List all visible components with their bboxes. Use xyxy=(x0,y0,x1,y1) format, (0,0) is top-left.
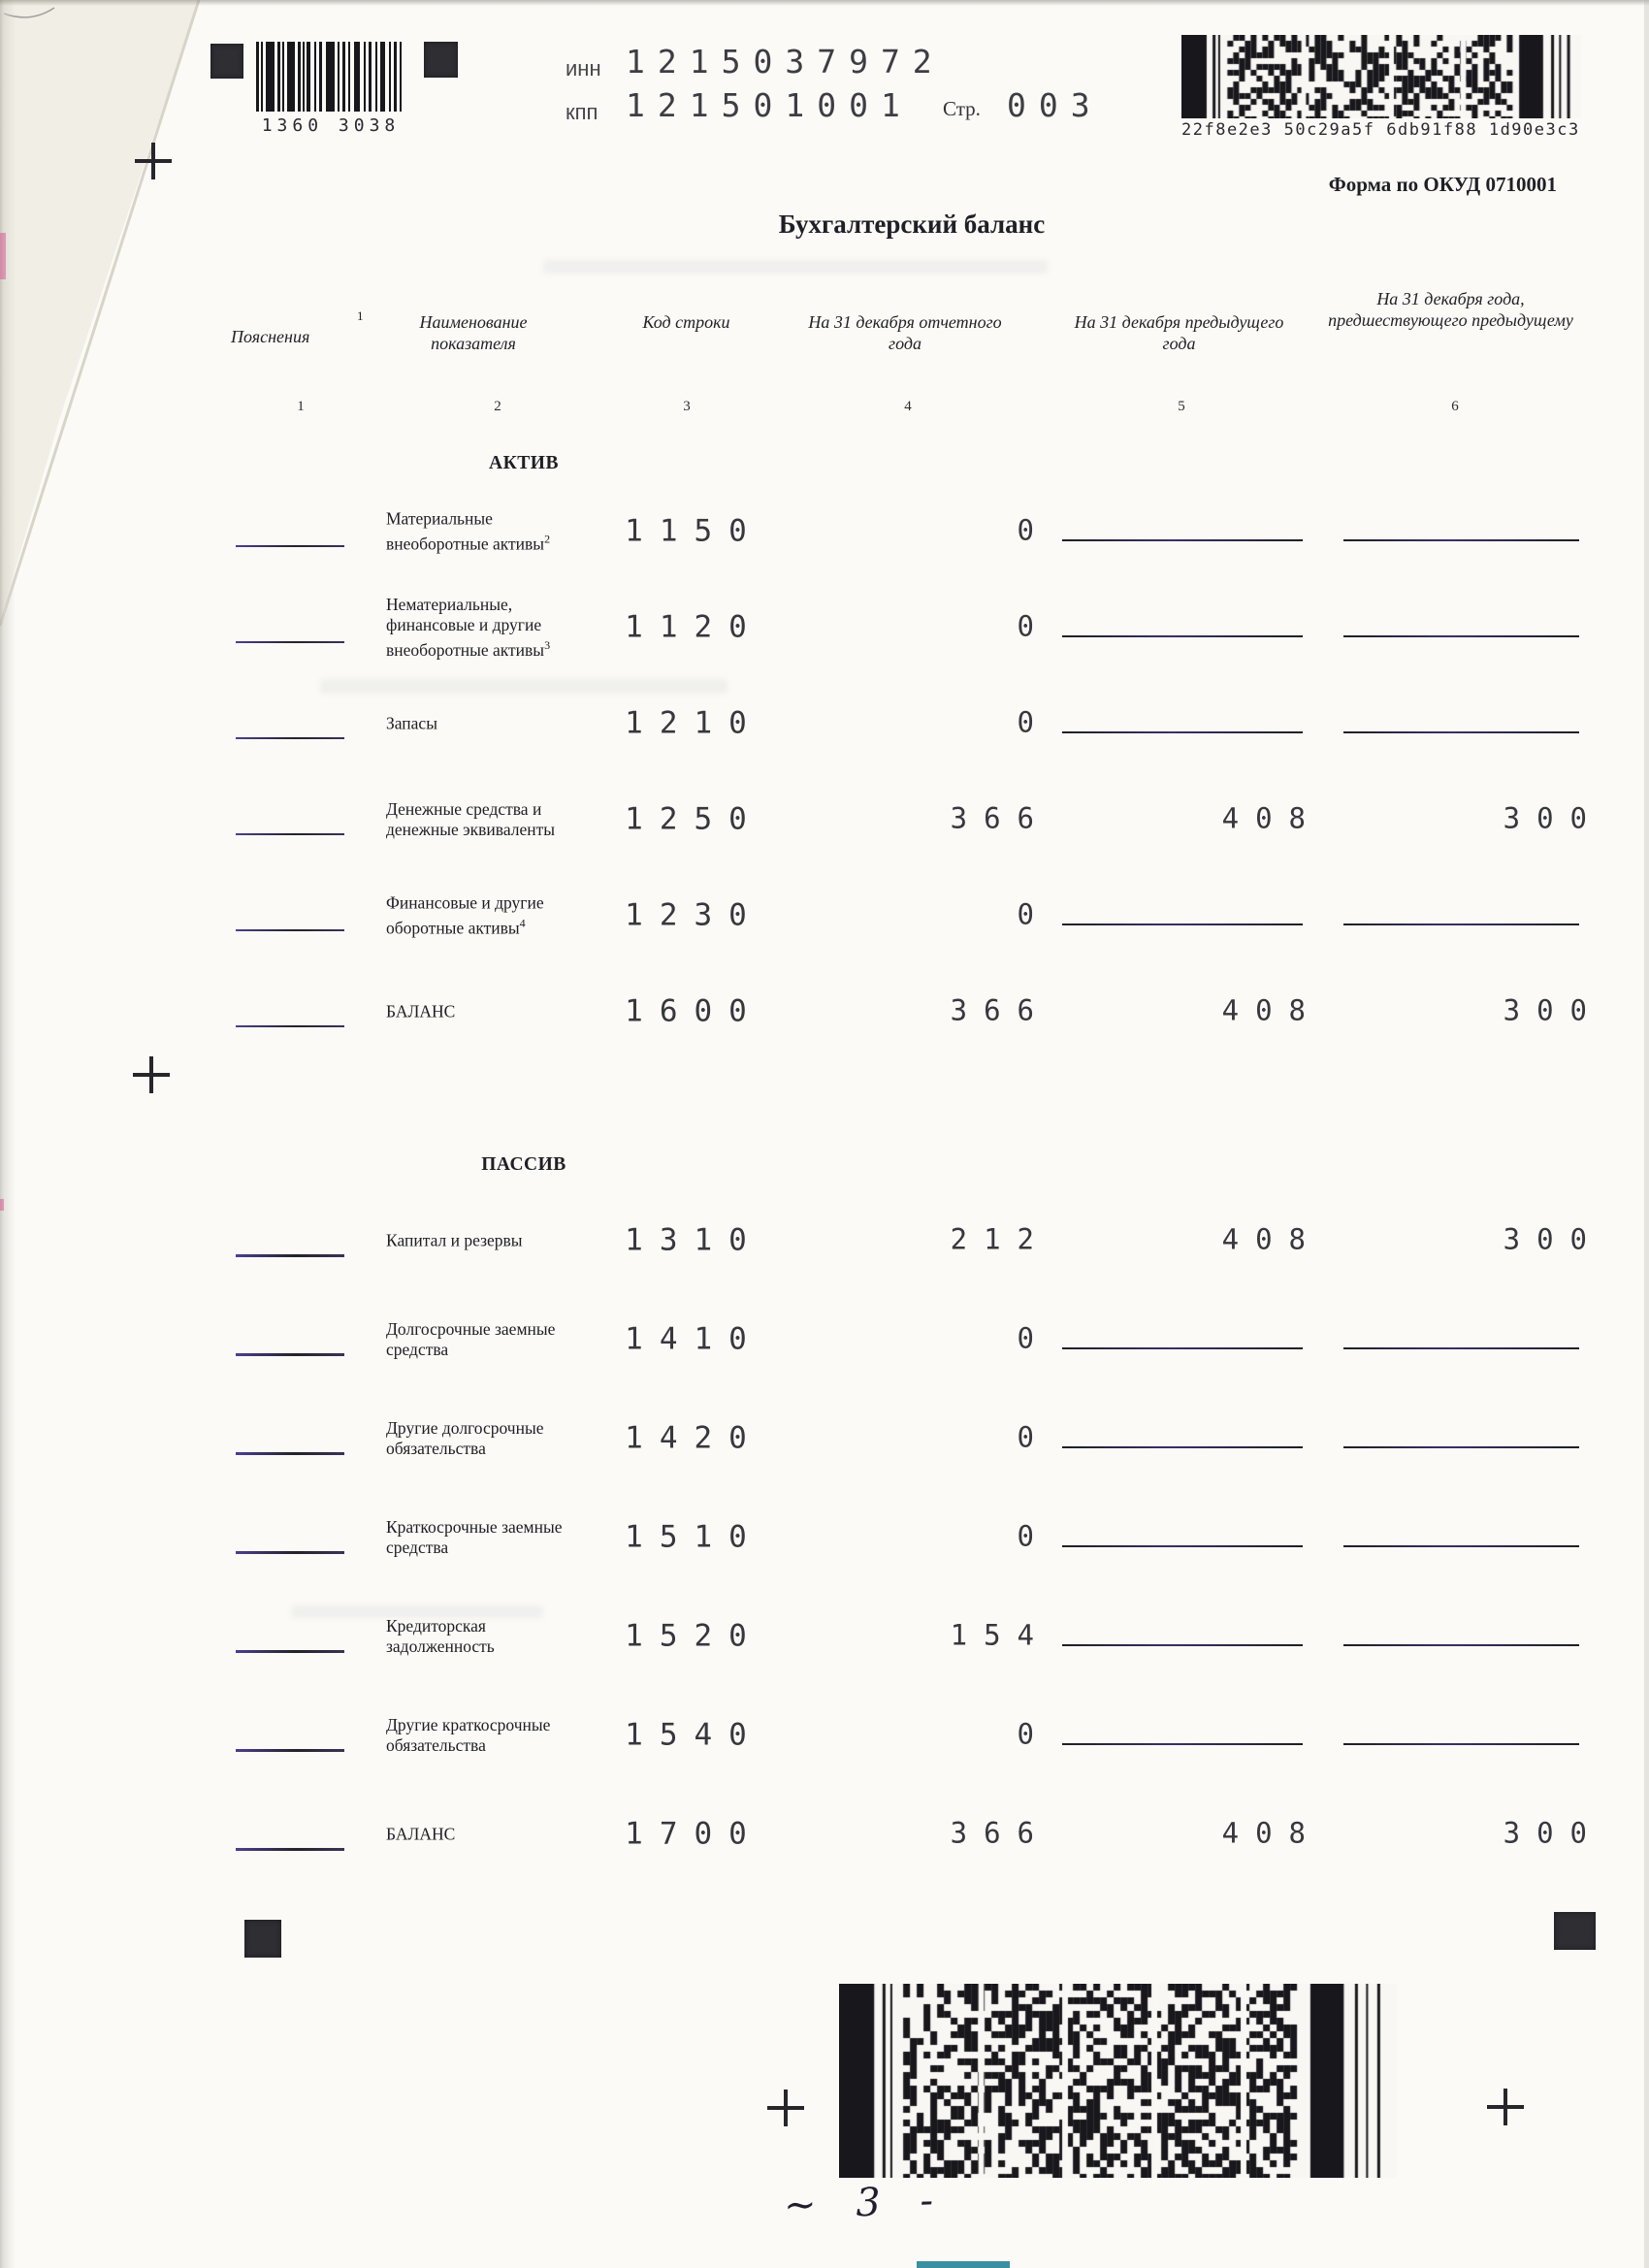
row-indicator-name: Другие долгосрочные обязательства xyxy=(386,1418,544,1458)
empty-value-dash xyxy=(1343,1347,1579,1349)
registration-square-icon xyxy=(244,1920,281,1958)
table-row xyxy=(0,1587,1649,1686)
row-code-value: 1210 xyxy=(625,704,763,740)
barcode-number: 1360 3038 xyxy=(261,115,401,136)
column-number: 3 xyxy=(683,399,691,414)
column-header-explanations: Пояснения xyxy=(231,327,310,346)
row-indicator-name: БАЛАНС xyxy=(386,1824,456,1844)
value-pre-previous-year: 300 xyxy=(1503,993,1603,1027)
empty-value-dash xyxy=(1343,539,1579,541)
page-number-value: 003 xyxy=(1007,86,1103,124)
empty-value-dash xyxy=(1062,1347,1303,1349)
row-code-value: 1310 xyxy=(625,1222,763,1258)
kpp-value: 121501001 xyxy=(626,86,913,124)
scan-edge-shadow-right xyxy=(1644,0,1649,2268)
kpp-label: кпп xyxy=(566,100,598,124)
row-indicator-name: Материальные внеоборотные активы$^2$ xyxy=(386,508,551,553)
column-header-row-code: Код строки xyxy=(642,312,730,332)
explanation-underline xyxy=(236,1848,344,1851)
section-heading-assets: АКТИВ xyxy=(489,453,559,473)
row-indicator-name: Финансовые и другие оборотные активы$^4$ xyxy=(386,892,544,937)
row-indicator-name: Денежные средства и денежные эквиваленты xyxy=(386,798,556,839)
inn-value: 1215037972 xyxy=(626,43,945,81)
explanation-underline xyxy=(236,1551,344,1554)
row-code-value: 1420 xyxy=(625,1420,763,1456)
value-reporting-year: 0 xyxy=(1017,1321,1051,1355)
value-reporting-year: 0 xyxy=(1017,513,1051,547)
okud-form-label: Форма по ОКУД 0710001 xyxy=(1328,173,1557,196)
value-reporting-year: 366 xyxy=(950,993,1051,1027)
table-row xyxy=(0,579,1649,675)
row-code-value: 1230 xyxy=(625,896,763,932)
explanation-underline xyxy=(236,641,344,644)
empty-value-dash xyxy=(1062,923,1303,925)
value-reporting-year: 0 xyxy=(1017,705,1051,739)
column-number: 1 xyxy=(297,399,305,414)
registration-cross-icon xyxy=(1487,2089,1524,2125)
row-indicator-name: Кредиторская задолженность xyxy=(386,1616,495,1656)
registration-square-icon xyxy=(424,42,458,78)
table-row xyxy=(0,483,1649,579)
row-code-value: 1120 xyxy=(625,608,763,644)
row-code-value: 1150 xyxy=(625,512,763,548)
empty-value-dash xyxy=(1062,1743,1303,1745)
row-code-value: 1540 xyxy=(625,1717,763,1753)
row-code-value: 1520 xyxy=(625,1618,763,1654)
column-header-pre-previous-year: На 31 декабря года, предшествующего предыдущему xyxy=(1328,289,1573,330)
empty-value-dash xyxy=(1062,539,1303,541)
matrix-barcode-bottom-icon xyxy=(839,1984,1397,2178)
footnote-sup: 4 xyxy=(519,916,526,930)
row-indicator-name: Краткосрочные заемные средства xyxy=(386,1517,563,1557)
empty-value-dash xyxy=(1343,635,1579,637)
page-label: Стр. xyxy=(943,97,981,120)
explanation-underline xyxy=(236,1452,344,1455)
empty-value-dash xyxy=(1343,1743,1579,1745)
barcode-hex-string: 22f8e2e3 50c29a5f 6db91f88 1d90e3c3 xyxy=(1181,120,1580,140)
column-number: 5 xyxy=(1178,399,1185,414)
row-indicator-name: Нематериальные, финансовые и другие внеоборотные активы$^3$ xyxy=(386,594,551,660)
explanation-underline xyxy=(236,833,344,836)
empty-value-dash xyxy=(1062,635,1303,637)
empty-value-dash xyxy=(1343,1644,1579,1646)
explanation-underline xyxy=(236,1749,344,1752)
row-code-value: 1410 xyxy=(625,1321,763,1357)
row-indicator-name: Капитал и резервы xyxy=(386,1230,523,1250)
page-title: Бухгалтерский баланс xyxy=(778,210,1046,239)
row-code-value: 1700 xyxy=(625,1816,763,1852)
table-row xyxy=(0,771,1649,867)
value-reporting-year: 154 xyxy=(950,1618,1051,1652)
explanation-underline xyxy=(236,1650,344,1653)
matrix-barcode-top-icon xyxy=(1181,35,1581,118)
value-pre-previous-year: 300 xyxy=(1503,1222,1603,1256)
empty-value-dash xyxy=(1062,1446,1303,1448)
row-indicator-name: Запасы xyxy=(386,713,437,732)
scan-edge-shadow-top xyxy=(0,0,1649,6)
value-reporting-year: 0 xyxy=(1017,897,1051,931)
empty-value-dash xyxy=(1062,731,1303,733)
value-previous-year: 408 xyxy=(1221,993,1322,1027)
table-row xyxy=(0,867,1649,963)
explanation-underline xyxy=(236,1025,344,1028)
explanations-footnote-sup: 1 xyxy=(357,308,364,323)
row-code-value: 1600 xyxy=(625,992,763,1028)
footnote-sup: 2 xyxy=(544,532,551,546)
registration-cross-icon xyxy=(133,1056,170,1093)
value-previous-year: 408 xyxy=(1221,801,1322,835)
table-row xyxy=(0,1290,1649,1389)
column-number: 2 xyxy=(494,399,501,414)
scan-artifact-strip xyxy=(917,2261,1010,2268)
value-reporting-year: 0 xyxy=(1017,609,1051,643)
value-reporting-year: 366 xyxy=(950,801,1051,835)
scan-artifact-mark xyxy=(0,233,6,279)
empty-value-dash xyxy=(1062,1545,1303,1547)
value-reporting-year: 0 xyxy=(1017,1519,1051,1553)
scan-edge-shadow-left xyxy=(0,0,16,2268)
row-indicator-name: БАЛАНС xyxy=(386,1001,456,1021)
footnote-sup: 3 xyxy=(544,637,551,652)
ink-bleed-smudge xyxy=(543,260,1048,274)
empty-value-dash xyxy=(1343,1446,1579,1448)
value-pre-previous-year: 300 xyxy=(1503,801,1603,835)
row-code-value: 1510 xyxy=(625,1519,763,1555)
table-row xyxy=(0,963,1649,1059)
inn-label: инн xyxy=(566,56,601,81)
explanation-underline xyxy=(236,1353,344,1356)
section-heading-liabilities: ПАССИВ xyxy=(481,1154,566,1175)
value-previous-year: 408 xyxy=(1221,1816,1322,1850)
empty-value-dash xyxy=(1343,923,1579,925)
registration-square-icon xyxy=(210,44,243,79)
explanation-underline xyxy=(236,737,344,740)
table-row xyxy=(0,675,1649,771)
value-reporting-year: 366 xyxy=(950,1816,1051,1850)
table-row xyxy=(0,1488,1649,1587)
table-row xyxy=(0,1191,1649,1290)
assets-rows xyxy=(0,483,1649,1059)
empty-value-dash xyxy=(1062,1644,1303,1646)
row-indicator-name: Долгосрочные заемные средства xyxy=(386,1319,556,1359)
value-previous-year: 408 xyxy=(1221,1222,1322,1256)
empty-value-dash xyxy=(1343,731,1579,733)
column-header-indicator-name: Наименование показателя xyxy=(419,312,528,353)
empty-value-dash xyxy=(1343,1545,1579,1547)
registration-cross-icon xyxy=(135,143,172,179)
column-header-previous-year: На 31 декабря предыдущего года xyxy=(1074,312,1284,353)
table-row xyxy=(0,1785,1649,1884)
handwritten-page-note: ~ 3 - xyxy=(783,2178,948,2228)
row-code-value: 1250 xyxy=(625,800,763,836)
explanation-underline xyxy=(236,545,344,548)
value-reporting-year: 212 xyxy=(950,1222,1051,1256)
column-number: 6 xyxy=(1451,399,1459,414)
registration-cross-icon xyxy=(767,2090,804,2126)
explanation-underline xyxy=(236,929,344,932)
value-reporting-year: 0 xyxy=(1017,1420,1051,1454)
column-number: 4 xyxy=(904,399,912,414)
registration-square-icon xyxy=(1554,1912,1596,1950)
linear-barcode-icon xyxy=(256,42,405,112)
value-pre-previous-year: 300 xyxy=(1503,1816,1603,1850)
table-row xyxy=(0,1686,1649,1785)
row-indicator-name: Другие краткосрочные обязательства xyxy=(386,1715,551,1755)
liabilities-rows xyxy=(0,1191,1649,1884)
value-reporting-year: 0 xyxy=(1017,1717,1051,1751)
explanation-underline xyxy=(236,1254,344,1257)
table-row xyxy=(0,1389,1649,1488)
column-header-reporting-year: На 31 декабря отчетного года xyxy=(808,312,1002,353)
